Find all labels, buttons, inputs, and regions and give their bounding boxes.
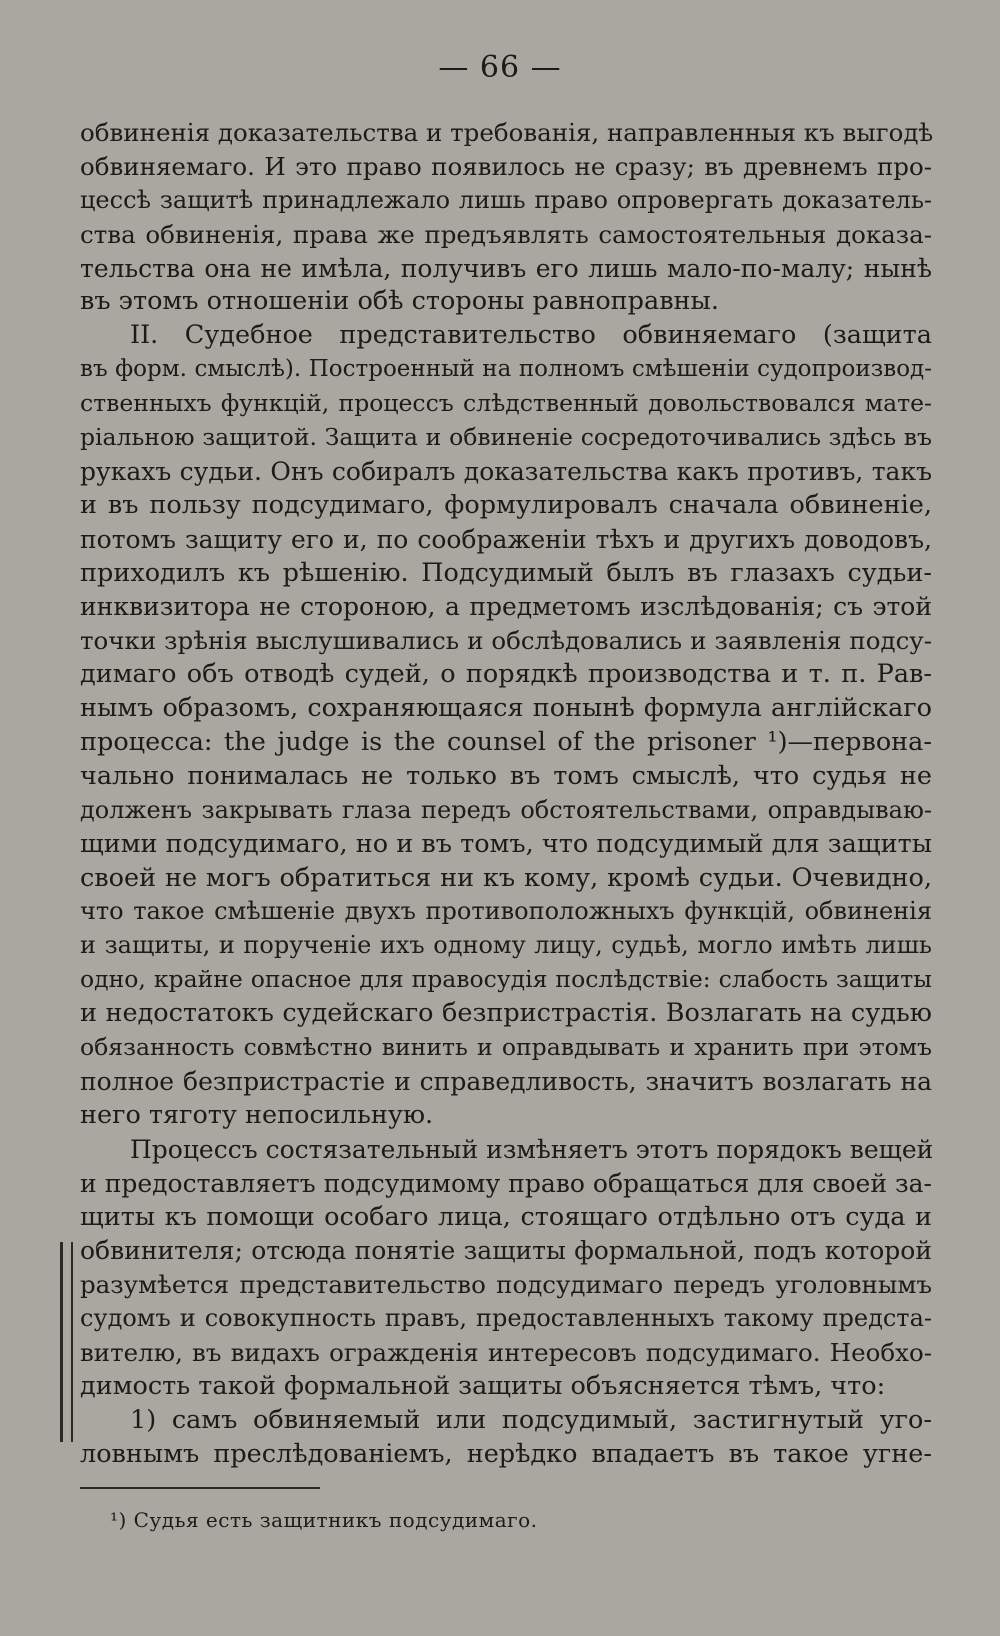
text-line: одно, крайне опасное для правосудія послѣдствіе: слабость защиты	[80, 965, 932, 994]
body-text	[80, 116, 932, 1472]
footnote-rule	[80, 1487, 320, 1489]
text-line: долженъ закрывать глаза передъ обстоятельствами, оправдываю-	[80, 795, 932, 824]
text-line: него тяготу непосильную.	[80, 1099, 434, 1130]
section-heading-line: II. Судебное представительство обвиняемаго (защита	[130, 320, 932, 351]
footnote: ¹) Судья есть защитникъ подсудимаго.	[110, 1508, 538, 1532]
text-line: вителю, въ видахъ огражденія интересовъ подсудимаго. Необхо-	[80, 1338, 932, 1368]
text-line: димаго объ отводѣ судей, о порядкѣ производства и т. п. Рав-	[80, 659, 932, 690]
text-line: и предоставляетъ подсудимому право обращаться для своей за-	[80, 1168, 932, 1198]
text-line: что такое смѣшеніе двухъ противоположныхъ функцій, обвиненія	[80, 897, 932, 926]
text-line: обвинителя; отсюда понятіе защиты формальной, подъ которой	[80, 1236, 932, 1266]
text-line: Процессъ состязательный измѣняетъ этотъ порядокъ вещей	[130, 1134, 934, 1164]
text-line: въ форм. смыслѣ). Построенный на полномъ смѣшеніи судопроизвод-	[80, 356, 932, 383]
text-line: приходилъ къ рѣшенію. Подсудимый былъ въ глазахъ судьи-	[80, 557, 932, 588]
text-line: щиты къ помощи особаго лица, стоящаго отдѣльно отъ суда и	[80, 1201, 932, 1232]
text-line: нымъ образомъ, сохраняющаяся понынѣ формула англійскаго	[80, 693, 932, 724]
text-line: щими подсудимаго, но и въ томъ, что подсудимый для защиты	[80, 828, 932, 859]
text-line: димость такой формальной защиты объясняется тѣмъ, что:	[80, 1370, 886, 1401]
text-line: рукахъ судьи. Онъ собиралъ доказательства какъ противъ, такъ	[80, 456, 932, 486]
page-number: — 66 —	[438, 50, 562, 85]
text-line: своей не могъ обратиться ни къ кому, кромѣ судьи. Очевидно,	[80, 862, 932, 893]
text-line: разумѣется представительство подсудимаго передъ уголовнымъ	[80, 1270, 932, 1300]
text-line: и недостатокъ судейскаго безпристрастія. Возлагать на судью	[80, 998, 932, 1029]
text-line: тельства она не имѣла, получивъ его лишь мало-по-малу; нынѣ	[80, 253, 932, 283]
text-line: ріальною защитой. Защита и обвиненіе сосредоточивались здѣсь въ	[80, 423, 932, 452]
text-line: и въ пользу подсудимаго, формулировалъ сначала обвиненіе,	[80, 489, 932, 520]
text-line: ловнымъ преслѣдованіемъ, нерѣдко впадаетъ въ такое угне-	[80, 1438, 932, 1469]
text-line: чально понималась не только въ томъ смыслѣ, что судья не	[80, 760, 932, 791]
text-line: инквизитора не стороною, а предметомъ изслѣдованія; съ этой	[80, 592, 932, 622]
text-line: потомъ защиту его и, по соображеніи тѣхъ и другихъ доводовъ,	[80, 524, 932, 554]
text-line: ственныхъ функцій, процессъ слѣдственный довольствовался мате-	[80, 389, 932, 418]
text-line: судомъ и совокупность правъ, предоставленныхъ такому предста-	[80, 1304, 932, 1333]
text-line: цессѣ защитѣ принадлежало лишь право опровергать доказатель-	[80, 185, 932, 214]
text-line: ства обвиненія, права же предъявлять самостоятельныя доказа-	[80, 219, 932, 249]
text-line: и защиты, и порученіе ихъ одному лицу, судьѣ, могло имѣть лишь	[80, 931, 932, 960]
text-line: полное безпристрастіе и справедливость, значитъ возлагать на	[80, 1066, 932, 1096]
text-line: процесса: the judge is the counsel of the prisoner ¹)—первона-	[80, 727, 932, 758]
margin-mark	[60, 1242, 73, 1442]
text-line: точки зрѣнія выслушивались и обслѣдовались и заявленія подсу-	[80, 626, 932, 656]
text-line: 1) самъ обвиняемый или подсудимый, застигнутый уго-	[130, 1404, 932, 1435]
text-line: обвиненія доказательства и требованія, направленныя къ выгодѣ	[80, 118, 934, 147]
text-line: обвиняемаго. И это право появилось не сразу; въ древнемъ про-	[80, 151, 932, 181]
text-line: обязанность совмѣстно винить и оправдывать и хранить при этомъ	[80, 1033, 932, 1062]
text-line: въ этомъ отношеніи обѣ стороны равноправны.	[80, 286, 719, 317]
